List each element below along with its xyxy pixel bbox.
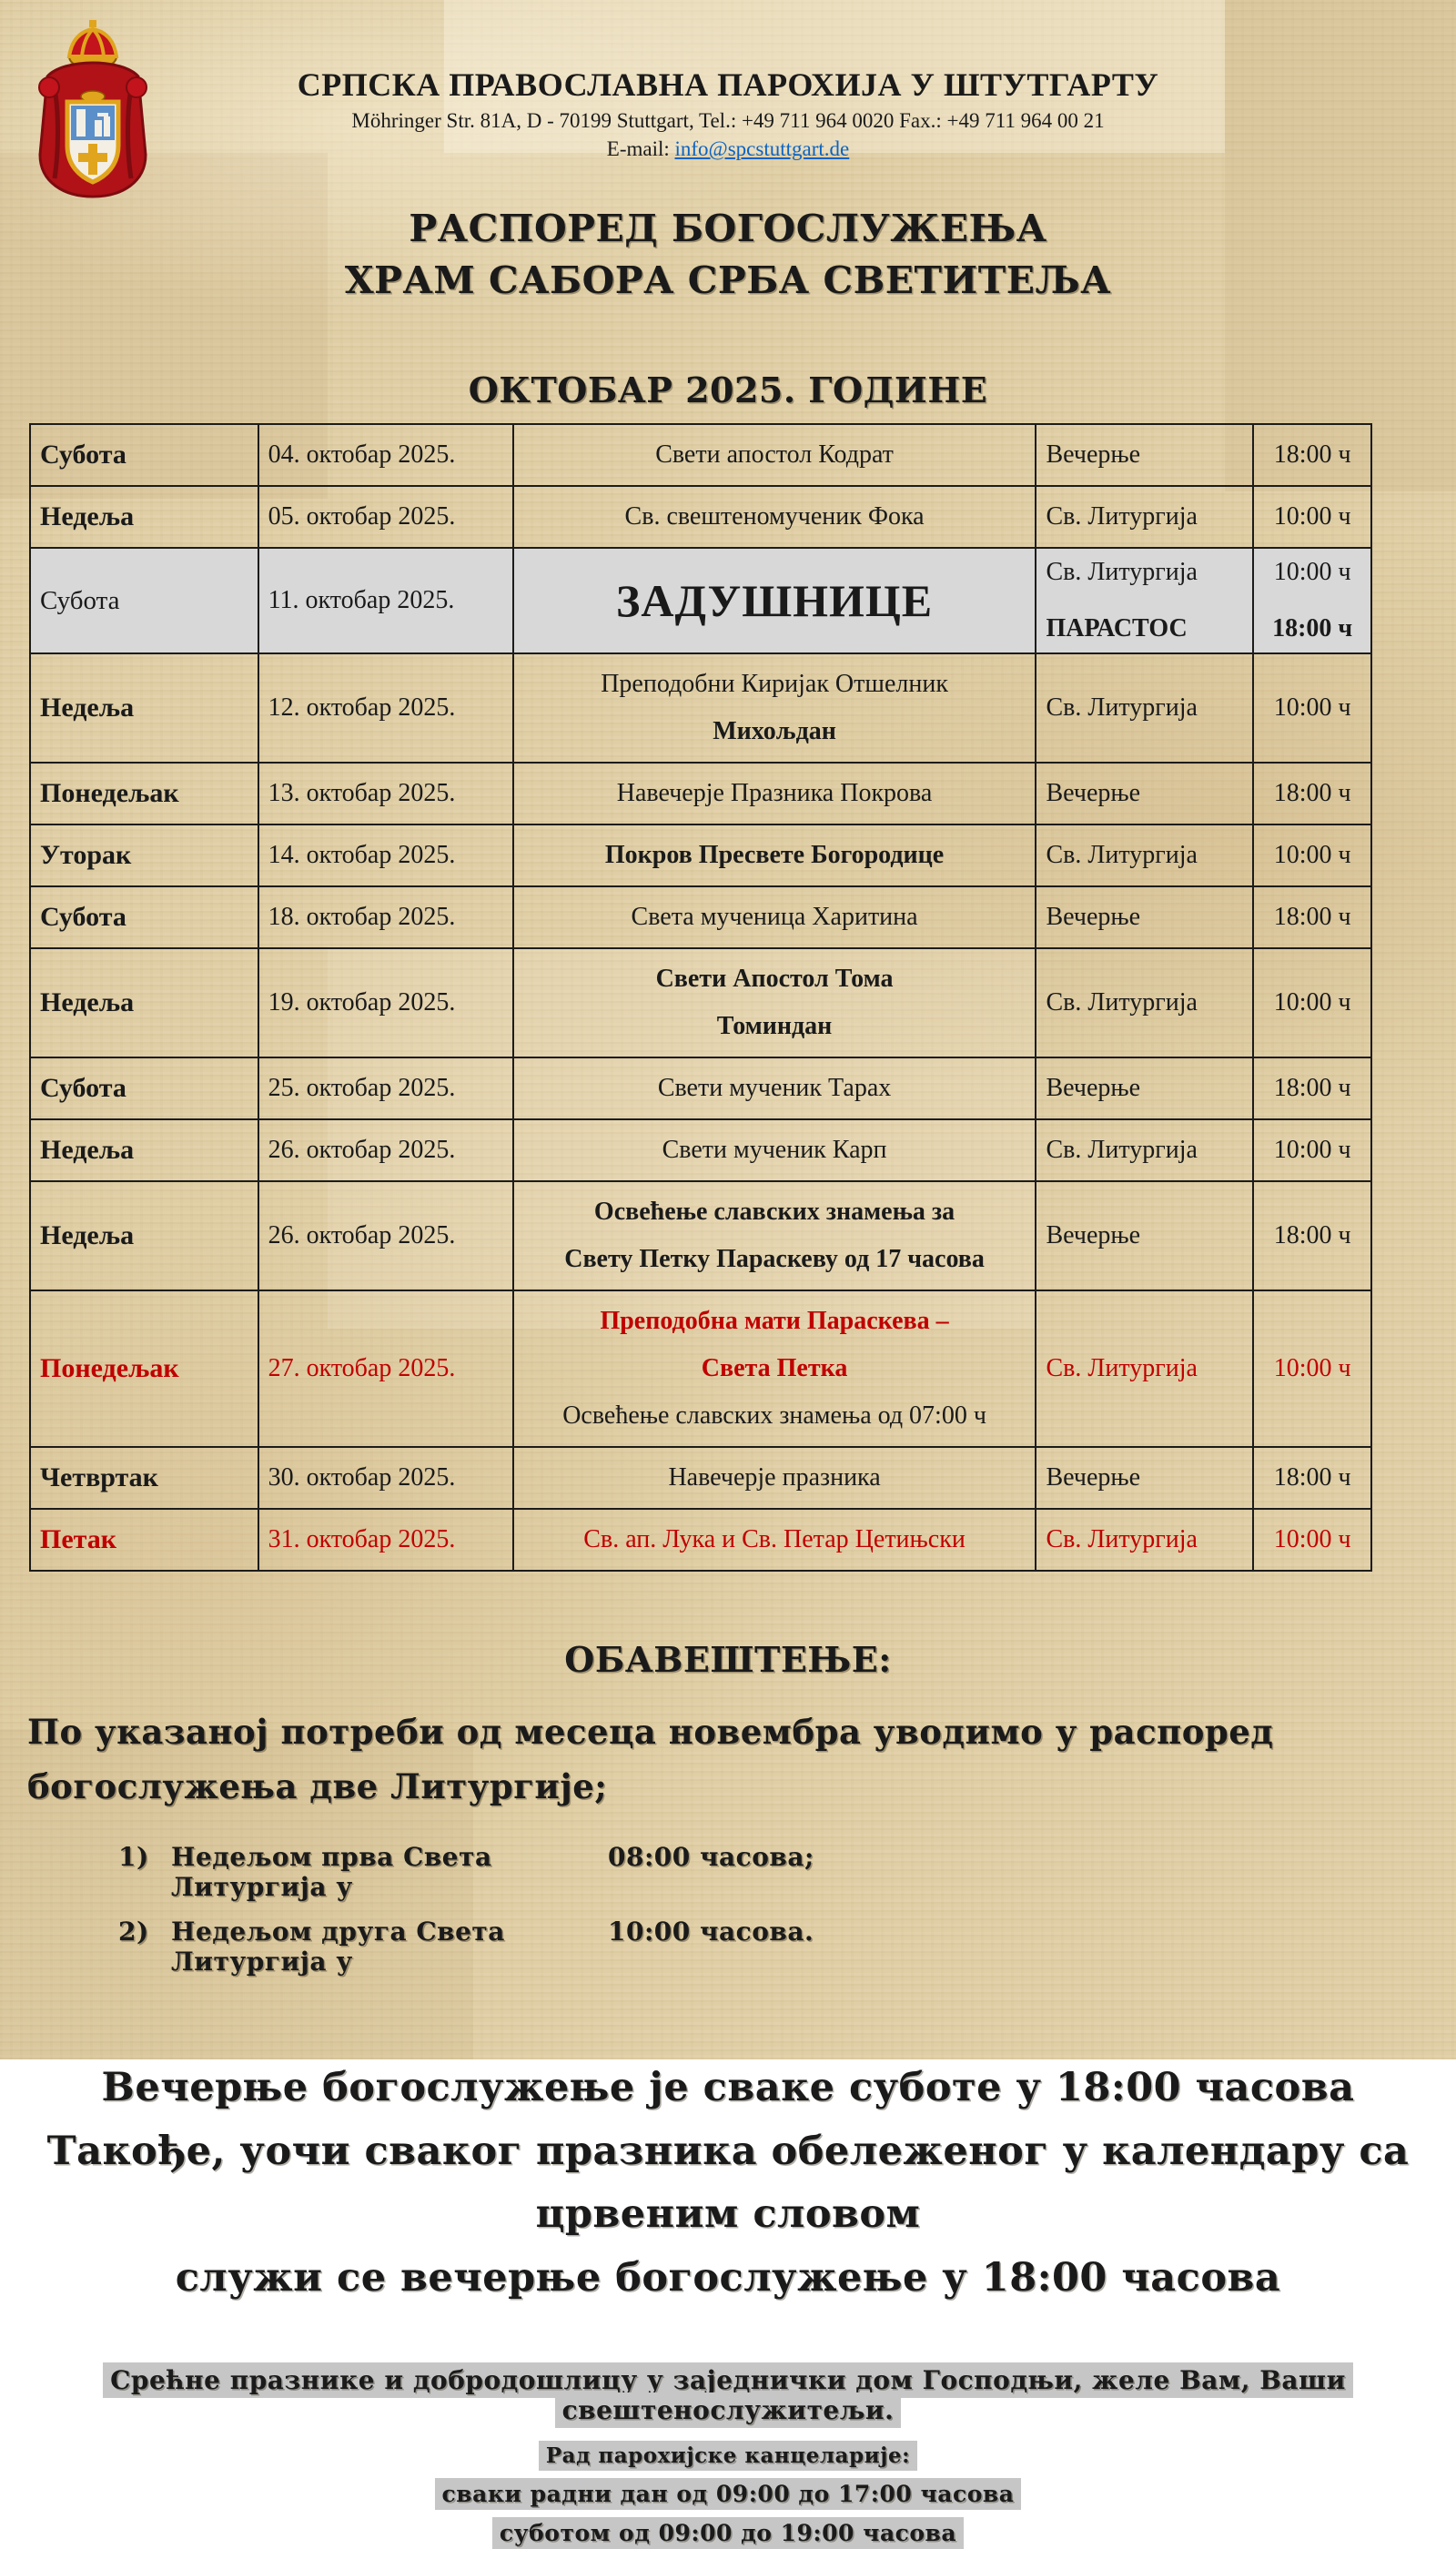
notice-list	[118, 1842, 1456, 1977]
cell-line: Томиндан	[716, 1012, 833, 1041]
cell-line: Освећење славских знамења за	[593, 1198, 956, 1227]
address-line: Möhringer Str. 81A, D - 70199 Stuttgart, Tel.: +49 711 964 0020 Fax.: +49 711 964 00 21	[351, 109, 1105, 132]
day-cell: Недеља	[30, 653, 258, 763]
notice-item	[118, 1842, 1456, 1902]
day-cell: Субота	[30, 1057, 258, 1119]
notice-paragraph: По указаној потреби од месеца новембра уводимо у распоред богослужења две Литургије;	[27, 1712, 1274, 1807]
title-line-2: ХРАМ САБОРА СРБА СВЕТИТЕЉА	[344, 258, 1112, 302]
schedule-row	[30, 948, 1371, 1057]
day-cell: Недеља	[30, 948, 258, 1057]
day-cell: Субота	[30, 548, 258, 653]
time-cell	[1253, 824, 1371, 886]
cell-line: 18:00 ч	[1273, 903, 1351, 932]
date-cell: 12. октобар 2025.	[258, 653, 513, 763]
day-cell: Недеља	[30, 1119, 258, 1181]
schedule-row	[30, 424, 1371, 486]
cell-line: 10:00 ч	[1273, 988, 1351, 1017]
cell-line: Св. свештеномученик Фока	[624, 502, 925, 531]
footer	[0, 2365, 1456, 2546]
cell-line: 10:00 ч	[1273, 558, 1351, 587]
cell-line: Свети мученик Карп	[662, 1136, 887, 1165]
date-cell: 05. октобар 2025.	[258, 486, 513, 548]
title-line-1: РАСПОРЕД БОГОСЛУЖЕЊА	[409, 207, 1047, 250]
time-cell	[1253, 948, 1371, 1057]
date-cell: 30. октобар 2025.	[258, 1447, 513, 1509]
day-cell: Недеља	[30, 1181, 258, 1290]
service-cell	[1036, 1447, 1253, 1509]
time-cell	[1253, 424, 1371, 486]
evening-note	[0, 2057, 1456, 2311]
cell-line: Вечерње	[1046, 440, 1141, 470]
feast-cell	[513, 1181, 1036, 1290]
feast-cell	[513, 653, 1036, 763]
schedule-row	[30, 886, 1371, 948]
evening-note-line: служи се вечерње богослужење у 18:00 часова	[175, 2255, 1281, 2301]
notice-item-itime: 08:00 часова;	[608, 1842, 814, 1873]
schedule-row	[30, 1057, 1371, 1119]
cell-line: Вечерње	[1046, 1463, 1141, 1492]
cell-line: Освећење славских знамења од 07:00 ч	[562, 1401, 986, 1431]
date-cell: 26. октобар 2025.	[258, 1181, 513, 1290]
cell-line: 10:00 ч	[1273, 693, 1351, 723]
cell-line: Вечерње	[1046, 1074, 1141, 1103]
service-cell	[1036, 1290, 1253, 1447]
cell-line: Вечерње	[1046, 903, 1141, 932]
cell-line: Навечерје Празника Покрова	[616, 779, 933, 808]
date-cell: 11. октобар 2025.	[258, 548, 513, 653]
service-cell	[1036, 1509, 1253, 1571]
day-cell: Недеља	[30, 486, 258, 548]
cell-line: ПАРАСТОС	[1046, 614, 1188, 643]
feast-cell	[513, 1509, 1036, 1571]
notice-heading: ОБАВЕШТЕЊЕ:	[564, 1639, 892, 1681]
email-link[interactable]: info@spcstuttgart.de	[674, 137, 850, 160]
date-cell: 14. октобар 2025.	[258, 824, 513, 886]
schedule-row	[30, 1181, 1371, 1290]
cell-line: Покров Пресвете Богородице	[604, 841, 945, 870]
evening-note-line: Такође, уочи сваког празника обележеног у календару са црвеним словом	[46, 2128, 1410, 2238]
day-cell: Субота	[30, 424, 258, 486]
document-title	[0, 203, 1456, 306]
schedule-row	[30, 486, 1371, 548]
schedule-row	[30, 548, 1371, 653]
parish-crest-logo	[33, 18, 153, 200]
cell-line: 10:00 ч	[1273, 1136, 1351, 1165]
cell-line: Света Петка	[701, 1354, 848, 1383]
date-cell: 31. октобар 2025.	[258, 1509, 513, 1571]
day-cell: Понедељак	[30, 1290, 258, 1447]
email-line	[0, 137, 1456, 161]
feast-cell	[513, 548, 1036, 653]
cell-line: Вечерње	[1046, 779, 1141, 808]
time-cell	[1253, 1290, 1371, 1447]
feast-cell	[513, 1447, 1036, 1509]
date-cell: 26. октобар 2025.	[258, 1119, 513, 1181]
time-cell	[1253, 653, 1371, 763]
feast-cell	[513, 424, 1036, 486]
time-cell	[1253, 1057, 1371, 1119]
service-cell	[1036, 548, 1253, 653]
day-cell: Четвртак	[30, 1447, 258, 1509]
cell-line: Навечерје празника	[668, 1463, 881, 1492]
feast-cell	[513, 763, 1036, 824]
service-cell	[1036, 824, 1253, 886]
cell-line: 10:00 ч	[1273, 502, 1351, 531]
feast-cell	[513, 948, 1036, 1057]
cell-line: Свету Петку Параскеву од 17 часова	[564, 1245, 985, 1274]
time-cell	[1253, 486, 1371, 548]
cell-line: Вечерње	[1046, 1221, 1141, 1250]
feast-cell	[513, 1057, 1036, 1119]
date-cell: 25. октобар 2025.	[258, 1057, 513, 1119]
date-cell: 13. октобар 2025.	[258, 763, 513, 824]
service-cell	[1036, 763, 1253, 824]
schedule-row	[30, 763, 1371, 824]
cell-line: 18:00 ч	[1273, 440, 1351, 470]
cell-line: Св. Литургија	[1046, 841, 1198, 870]
cell-line: 18:00 ч	[1273, 779, 1351, 808]
schedule-row	[30, 824, 1371, 886]
cell-line: 18:00 ч	[1273, 1463, 1351, 1492]
cell-line: Св. ап. Лука и Св. Петар Цетињски	[583, 1525, 966, 1554]
cell-line: 10:00 ч	[1273, 1354, 1351, 1383]
time-cell	[1253, 1119, 1371, 1181]
cell-line: 10:00 ч	[1273, 841, 1351, 870]
cell-line: Света мученица Харитина	[631, 903, 918, 932]
cell-line: Св. Литургија	[1046, 558, 1198, 587]
footer-greeting: Срећне празнике и добродошлицу у заједнички дом Господњи, желе Вам, Ваши свештенослужитељи.	[0, 2365, 1456, 2425]
time-cell	[1253, 1509, 1371, 1571]
cell-line: Михољдан	[713, 717, 836, 746]
month-heading: ОКТОБАР 2025. ГОДИНЕ	[468, 369, 988, 411]
cell-line: ЗАДУШНИЦЕ	[615, 575, 934, 627]
email-label: E-mail:	[606, 137, 670, 160]
notice-item-itime: 10:00 часова.	[608, 1917, 814, 1947]
cell-line: Св. Литургија	[1046, 988, 1198, 1017]
service-cell	[1036, 886, 1253, 948]
day-cell: Субота	[30, 886, 258, 948]
cell-line: Преподобни Киријак Отшелник	[601, 670, 948, 699]
feast-cell	[513, 1290, 1036, 1447]
cell-line: 18:00 ч	[1273, 1221, 1351, 1250]
footer-office-saturday: суботом од 09:00 до 19:00 часова	[0, 2520, 1456, 2546]
date-cell: 27. октобар 2025.	[258, 1290, 513, 1447]
service-cell	[1036, 486, 1253, 548]
time-cell	[1253, 886, 1371, 948]
cell-line: 18:00 ч	[1272, 614, 1353, 643]
service-cell	[1036, 1057, 1253, 1119]
cell-line: Свети мученик Тарах	[657, 1074, 892, 1103]
cell-line: Св. Литургија	[1046, 1354, 1198, 1383]
notice-item	[118, 1917, 1456, 1977]
date-cell: 04. октобар 2025.	[258, 424, 513, 486]
notice-item-itext: Недељом друга Света Литургија у	[171, 1917, 505, 1977]
notice-item-num: 1)	[118, 1842, 149, 1873]
cell-line: Св. Литургија	[1046, 693, 1198, 723]
schedule-row	[30, 1447, 1371, 1509]
footer-office-heading: Рад парохијске канцеларије:	[0, 2443, 1456, 2468]
cell-line: Преподобна мати Параскева –	[600, 1307, 949, 1336]
service-cell	[1036, 1119, 1253, 1181]
service-cell	[1036, 948, 1253, 1057]
schedule-row	[30, 1290, 1371, 1447]
cell-line: Свети Апостол Тома	[655, 965, 894, 994]
day-cell: Петак	[30, 1509, 258, 1571]
cell-line: Св. Литургија	[1046, 502, 1198, 531]
schedule-row	[30, 653, 1371, 763]
time-cell	[1253, 1181, 1371, 1290]
service-cell	[1036, 424, 1253, 486]
evening-note-line: Вечерње богослужење је сваке суботе у 18:00 часова	[101, 2065, 1355, 2111]
notice-item-num: 2)	[118, 1917, 149, 1947]
cell-line: Св. Литургија	[1046, 1525, 1198, 1554]
schedule-row	[30, 1509, 1371, 1571]
feast-cell	[513, 824, 1036, 886]
feast-cell	[513, 1119, 1036, 1181]
cell-line: Св. Литургија	[1046, 1136, 1198, 1165]
notice-item-itext: Недељом прва Света Литургија у	[171, 1842, 492, 1903]
schedule-row	[30, 1119, 1371, 1181]
date-cell: 18. октобар 2025.	[258, 886, 513, 948]
footer-office-weekdays: сваки радни дан од 09:00 до 17:00 часова	[0, 2481, 1456, 2507]
day-cell: Понедељак	[30, 763, 258, 824]
cell-line: 10:00 ч	[1273, 1525, 1351, 1554]
day-cell: Уторак	[30, 824, 258, 886]
schedule-table	[29, 423, 1372, 1572]
time-cell	[1253, 548, 1371, 653]
feast-cell	[513, 486, 1036, 548]
date-cell: 19. октобар 2025.	[258, 948, 513, 1057]
service-cell	[1036, 1181, 1253, 1290]
time-cell	[1253, 1447, 1371, 1509]
cell-line: Свети апостол Кодрат	[655, 440, 894, 470]
service-cell	[1036, 653, 1253, 763]
feast-cell	[513, 886, 1036, 948]
cell-line: 18:00 ч	[1273, 1074, 1351, 1103]
time-cell	[1253, 763, 1371, 824]
org-name: СРПСКА ПРАВОСЛАВНА ПАРОХИЈА У ШТУТГАРТУ	[297, 66, 1159, 103]
